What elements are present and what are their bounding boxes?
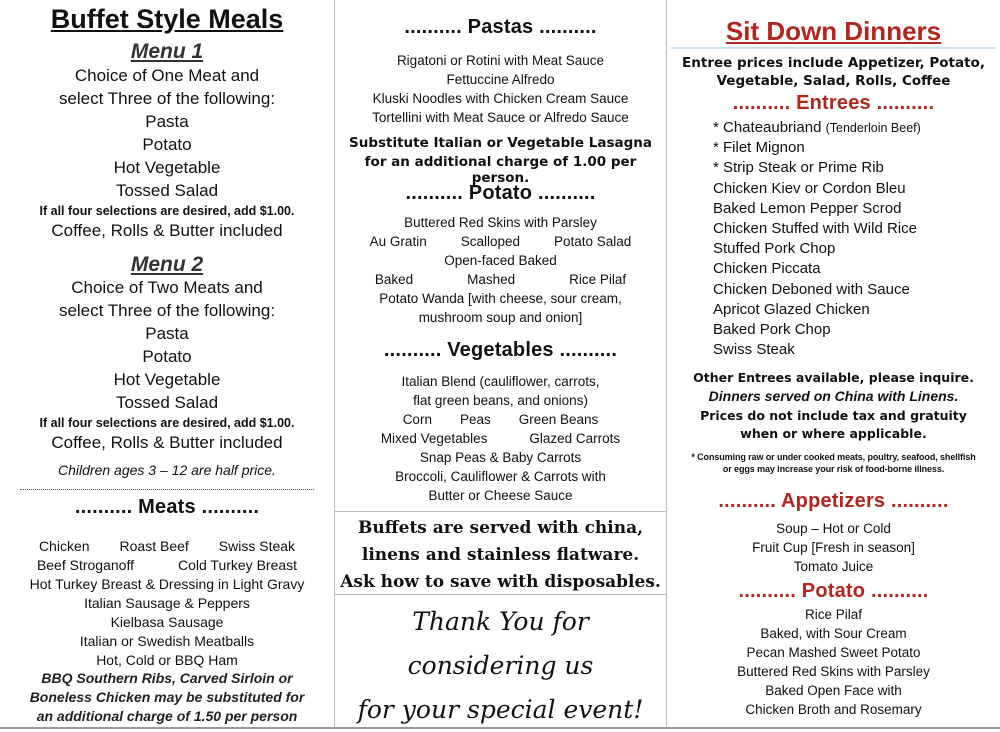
entree-item: Stuffed Pork Chop xyxy=(713,240,836,258)
thanks-line: considering us xyxy=(407,651,594,680)
entree-label: * Chateaubriand xyxy=(713,119,822,136)
vegetable-item: Italian Blend (cauliflower, carrots, xyxy=(401,374,600,389)
vegetable-item: Snap Peas & Baby Carrots xyxy=(419,450,582,465)
entrees-list xyxy=(713,119,1000,361)
vegetable-row xyxy=(335,412,666,431)
potato-item: Rice Pilaf xyxy=(569,272,627,287)
meat-item: Italian Sausage & Peppers xyxy=(84,595,250,611)
intro-line: Vegetable, Salad, Rolls, Coffee xyxy=(716,73,951,89)
vegetable-item: Corn xyxy=(402,412,432,427)
entree-item: Baked Lemon Pepper Scrod xyxy=(713,199,902,217)
appetizer-item: Fruit Cup [Fresh in season] xyxy=(752,540,915,555)
pastas-heading: .......... Pastas .......... xyxy=(404,16,597,38)
potato-item: Baked Open Face with xyxy=(765,683,902,698)
entree-detail: (Tenderloin Beef) xyxy=(825,121,921,135)
sub-line: Substitute Italian or Vegetable Lasagna xyxy=(348,135,653,151)
menu1-heading: Menu 1 xyxy=(130,40,204,63)
vegetable-item: Glazed Carrots xyxy=(529,431,621,446)
menu1-line: Tossed Salad xyxy=(115,181,219,200)
menu1-included: Coffee, Rolls & Butter included xyxy=(51,221,283,240)
note-line: Buffets are served with china, xyxy=(357,518,644,538)
potato-item: Rice Pilaf xyxy=(804,607,863,622)
meats-heading: .......... Meats .......... xyxy=(74,496,260,518)
tax-note xyxy=(667,408,1000,444)
children-note: Children ages 3 – 12 are half price. xyxy=(58,462,276,478)
pasta-item: Rigatoni or Rotini with Meat Sauce xyxy=(396,53,605,68)
potato-item: Buttered Red Skins with Parsley xyxy=(404,215,597,230)
thank-you-message xyxy=(335,600,666,732)
intro-line: Entree prices include Appetizer, Potato, xyxy=(682,55,985,71)
vegetable-item: Peas xyxy=(459,412,491,427)
food-safety-warning xyxy=(667,452,1000,476)
meat-item: Beef Stroganoff xyxy=(36,557,134,573)
menu2-line: Pasta xyxy=(145,324,189,343)
menu1-line: Choice of One Meat and xyxy=(74,66,260,85)
menu1-body xyxy=(0,66,334,244)
potato-item: Baked, with Sour Cream xyxy=(760,626,907,641)
appetizers-list xyxy=(667,521,1000,578)
divider xyxy=(20,489,314,490)
menu2-note: If all four selections are desired, add $1.00. xyxy=(39,416,295,430)
meats-row xyxy=(0,538,334,557)
appetizer-item: Soup – Hot or Cold xyxy=(776,521,891,536)
appetizers-heading: .......... Appetizers .......... xyxy=(718,490,949,512)
meats-row xyxy=(0,557,334,576)
sit-down-potato-heading: .......... Potato .......... xyxy=(738,580,929,602)
buffet-title: Buffet Style Meals xyxy=(50,4,284,34)
potato-item: mushroom soup and onion] xyxy=(418,310,583,325)
potato-heading: .......... Potato .......... xyxy=(405,182,596,204)
thanks-line: for your special event! xyxy=(357,695,644,724)
meat-item: Chicken xyxy=(38,538,90,554)
sit-down-column xyxy=(667,0,1000,729)
entree-item: * Filet Mignon xyxy=(713,139,805,157)
meat-item: Hot, Cold or BBQ Ham xyxy=(96,652,238,668)
pasta-item: Kluski Noodles with Chicken Cream Sauce xyxy=(372,91,629,106)
potato-item: Chicken Broth and Rosemary xyxy=(745,702,922,717)
thanks-line: Thank You for xyxy=(412,607,589,636)
note-line: Ask how to save with disposables. xyxy=(340,572,661,592)
sit-down-intro xyxy=(667,55,1000,91)
menu2-line: select Three of the following: xyxy=(58,301,276,320)
potato-row xyxy=(335,272,666,291)
vegetable-item: Mixed Vegetables xyxy=(380,431,488,446)
appetizer-item: Tomato Juice xyxy=(793,559,874,574)
entree-item: Apricot Glazed Chicken xyxy=(713,300,870,318)
entree-item: Chicken Kiev or Cordon Bleu xyxy=(713,179,906,197)
menu2-line: Tossed Salad xyxy=(115,393,219,412)
potato-item: Potato Wanda [with cheese, sour cream, xyxy=(379,291,622,306)
sit-down-potato-list xyxy=(667,607,1000,721)
vegetable-item: Butter or Cheese Sauce xyxy=(428,488,573,503)
menu2-line: Potato xyxy=(142,347,192,366)
potato-item: Mashed xyxy=(467,272,516,287)
entree-item: * Strip Steak or Prime Rib xyxy=(713,159,884,177)
entrees-heading: .......... Entrees .......... xyxy=(732,92,935,114)
meat-item: Italian or Swedish Meatballs xyxy=(79,633,255,649)
meat-item: Swiss Steak xyxy=(218,538,296,554)
menu1-note: If all four selections are desired, add $1.00. xyxy=(39,204,295,218)
sub-line: an additional charge of 1.50 per person xyxy=(36,708,298,724)
menu1-line: Pasta xyxy=(145,112,189,131)
sides-column xyxy=(334,0,667,729)
menu2-included: Coffee, Rolls & Butter included xyxy=(51,433,283,452)
sub-line: for an additional charge of 1.00 per person. xyxy=(364,154,637,186)
entree-item: Swiss Steak xyxy=(713,341,795,359)
potato-item: Potato Salad xyxy=(554,234,632,249)
pasta-item: Fettuccine Alfredo xyxy=(446,72,555,87)
sit-down-title: Sit Down Dinners xyxy=(725,16,942,46)
warning-line: * Consuming raw or under cooked meats, poultry, seafood, shellfish xyxy=(691,452,976,462)
pastas-list xyxy=(335,53,666,129)
vegetables-list xyxy=(335,374,666,507)
divider xyxy=(335,594,666,595)
menu1-line: Potato xyxy=(142,135,192,154)
meat-item: Cold Turkey Breast xyxy=(177,557,298,573)
vegetable-row xyxy=(335,431,666,450)
potato-row xyxy=(335,234,666,253)
menu2-line: Choice of Two Meats and xyxy=(71,278,263,297)
menu2-line: Hot Vegetable xyxy=(113,370,221,389)
sub-line: Boneless Chicken may be substituted for xyxy=(29,689,305,705)
entree-item: Chicken Stuffed with Wild Rice xyxy=(713,219,917,237)
note-line: linens and stainless flatware. xyxy=(361,545,640,565)
potato-item: Buttered Red Skins with Parsley xyxy=(737,664,930,679)
buffet-service-note xyxy=(335,515,666,596)
potato-item: Au Gratin xyxy=(369,234,427,249)
tax-line: when or where applicable. xyxy=(740,426,927,441)
potato-item: Pecan Mashed Sweet Potato xyxy=(746,645,921,660)
potato-list xyxy=(335,215,666,329)
entree-item: Chicken Deboned with Sauce xyxy=(713,280,910,298)
buffet-column xyxy=(0,0,334,729)
meats-list xyxy=(0,538,334,671)
meat-item: Kielbasa Sausage xyxy=(110,614,224,630)
divider xyxy=(335,511,666,512)
vegetables-heading: .......... Vegetables .......... xyxy=(383,339,618,361)
entree-item: Chicken Piccata xyxy=(713,260,821,278)
potato-item: Baked xyxy=(374,272,414,287)
menu2-body xyxy=(0,278,334,456)
vegetable-item: Broccoli, Cauliflower & Carrots with xyxy=(395,469,606,484)
vegetable-item: flat green beans, and onions) xyxy=(413,393,588,408)
china-note: Dinners served on China with Linens. xyxy=(708,388,959,404)
other-entrees-note: Other Entrees available, please inquire. xyxy=(693,370,974,385)
tax-line: Prices do not include tax and gratuity xyxy=(700,408,967,423)
pasta-item: Tortellini with Meat Sauce or Alfredo Sauce xyxy=(372,110,629,125)
entree-item: Baked Pork Chop xyxy=(713,320,831,338)
title-rule xyxy=(671,47,996,49)
menu2-heading: Menu 2 xyxy=(130,253,204,276)
meats-substitution xyxy=(0,670,334,727)
pastas-substitution xyxy=(335,135,666,186)
meat-item: Roast Beef xyxy=(119,538,189,554)
menu1-line: select Three of the following: xyxy=(58,89,276,108)
meat-item: Hot Turkey Breast & Dressing in Light Gravy xyxy=(29,576,305,592)
entree-item xyxy=(713,119,1000,139)
menu1-line: Hot Vegetable xyxy=(113,158,221,177)
vegetable-item: Green Beans xyxy=(518,412,599,427)
potato-item: Scalloped xyxy=(460,234,520,249)
sub-line: BBQ Southern Ribs, Carved Sirloin or xyxy=(41,670,293,686)
potato-item: Open-faced Baked xyxy=(444,253,557,268)
warning-line: or eggs may increase your risk of food-borne illness. xyxy=(722,464,945,474)
